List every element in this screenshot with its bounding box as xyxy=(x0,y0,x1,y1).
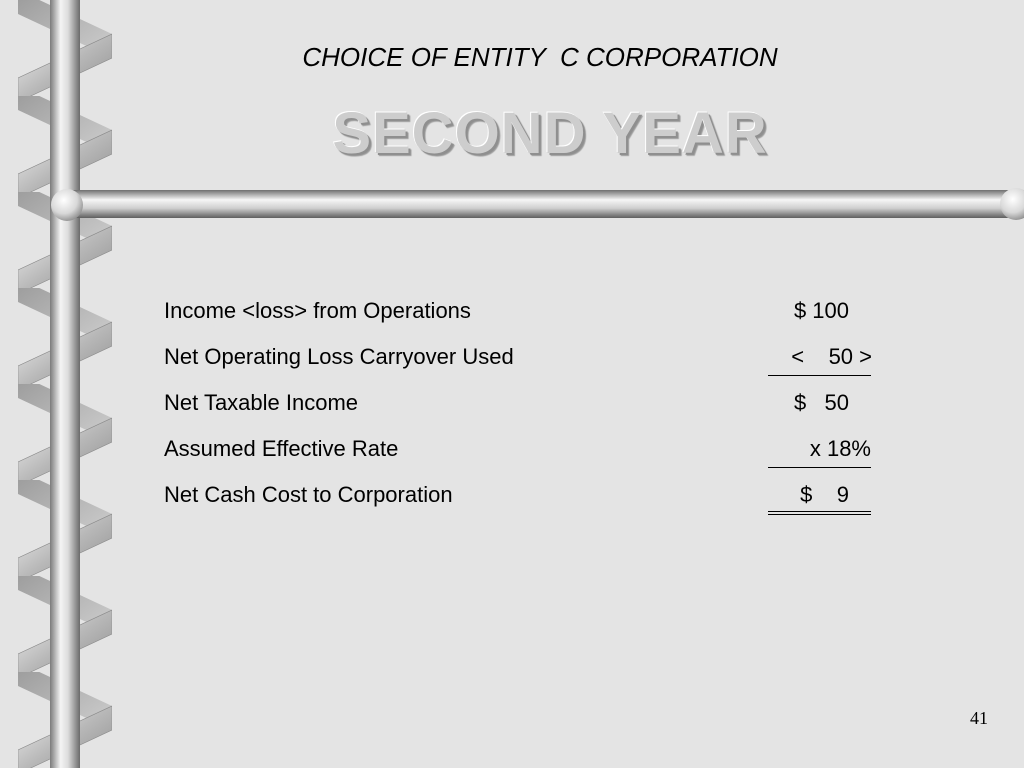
row-value-rate: x 18% xyxy=(809,436,871,461)
row-label-income: Income <loss> from Operations xyxy=(164,298,471,323)
row-label-nol: Net Operating Loss Carryover Used xyxy=(164,344,514,369)
row-value-taxable: $ 50 xyxy=(793,390,849,415)
total-rule-upper xyxy=(768,511,871,512)
row-label-rate: Assumed Effective Rate xyxy=(164,436,399,461)
product-rule xyxy=(768,467,871,468)
slide-subtitle: CHOICE OF ENTITY C CORPORATION xyxy=(302,42,778,72)
total-rule-lower xyxy=(768,514,871,515)
row-value-nol: < 50 > xyxy=(791,344,872,369)
row-label-taxable: Net Taxable Income xyxy=(164,390,359,415)
subtotal-rule xyxy=(768,375,871,376)
row-label-net-cash: Net Cash Cost to Corporation xyxy=(164,482,453,507)
row-value-income: $ 100 xyxy=(793,298,849,323)
slide-headline: SECOND YEAR xyxy=(332,101,768,166)
row-value-net-cash: $ 9 xyxy=(800,482,849,507)
page-number: 41 xyxy=(970,708,988,728)
